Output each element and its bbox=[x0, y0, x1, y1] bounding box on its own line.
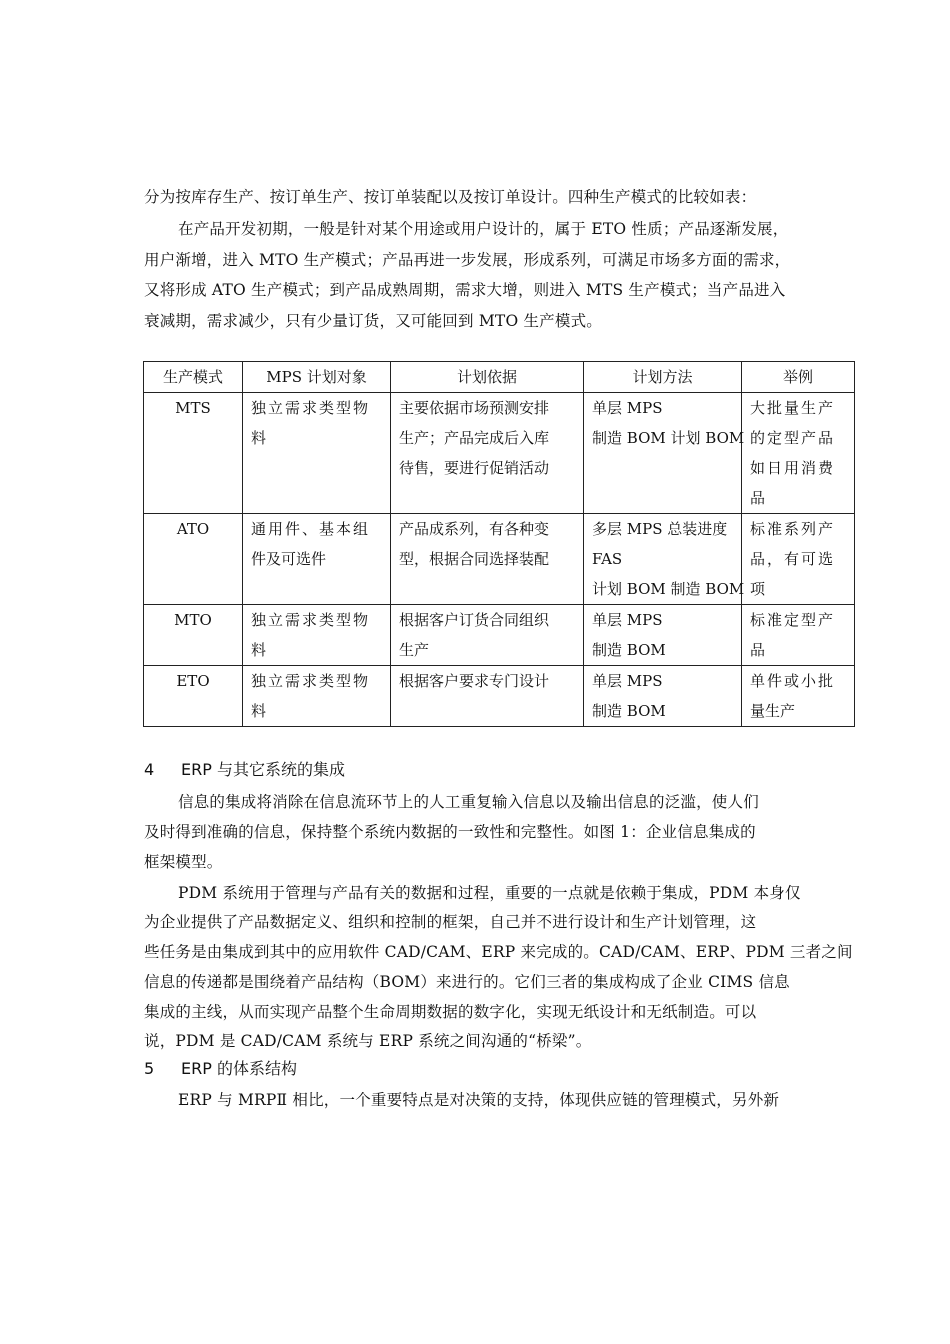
intro-para-line: 又将形成 ATO 生产模式；到产品成熟周期，需求大增，则进入 MTS 生产模式；当产品进入 bbox=[144, 281, 786, 299]
section-title: ERP 的体系结构 bbox=[181, 1059, 297, 1078]
paragraph-line: 信息的传递都是围绕着产品结构（BOM）来进行的。它们三者的集成构成了企业 CIMS 信息 bbox=[144, 973, 790, 991]
cell-method: 单层 MPS 制造 BOM bbox=[584, 605, 742, 666]
cell-method: 多层 MPS 总装进度 FAS 计划 BOM 制造 BOM bbox=[584, 514, 742, 605]
cell-object: 独立需求类型物 料 bbox=[243, 605, 391, 666]
cell-object: 独立需求类型物 料 bbox=[243, 666, 391, 727]
intro-para-line: 在产品开发初期，一般是针对某个用途或用户设计的，属于 ETO 性质；产品逐渐发展， bbox=[178, 220, 789, 238]
paragraph-line: 些任务是由集成到其中的应用软件 CAD/CAM、ERP 来完成的。CAD/CAM、ERP、PDM 三者之间 bbox=[144, 943, 853, 961]
cell-basis: 主要依据市场预测安排 生产；产品完成后入库 待售，要进行促销活动 bbox=[391, 393, 584, 514]
intro-para-line: 衰减期，需求减少，只有少量订货，又可能回到 MTO 生产模式。 bbox=[144, 312, 602, 330]
section-title: ERP 与其它系统的集成 bbox=[181, 760, 345, 779]
table-row bbox=[144, 666, 855, 727]
cell-basis: 根据客户订货合同组织 生产 bbox=[391, 605, 584, 666]
header-example: 举例 bbox=[742, 362, 855, 393]
cell-mode: MTO bbox=[144, 605, 243, 666]
cell-example: 大批量生产 的定型产品 如日用消费 品 bbox=[742, 393, 855, 514]
intro-line: 分为按库存生产、按订单生产、按订单装配以及按订单设计。四种生产模式的比较如表： bbox=[144, 188, 757, 206]
paragraph-line: ERP 与 MRPⅡ 相比，一个重要特点是对决策的支持，体现供应链的管理模式，另外新 bbox=[178, 1091, 780, 1109]
cell-object: 独立需求类型物 料 bbox=[243, 393, 391, 514]
cell-basis: 根据客户要求专门设计 bbox=[391, 666, 584, 727]
table-row bbox=[144, 514, 855, 605]
section-heading bbox=[144, 1059, 297, 1079]
paragraph-line: 说，PDM 是 CAD/CAM 系统与 ERP 系统之间沟通的“桥梁”。 bbox=[144, 1032, 592, 1050]
header-mode: 生产模式 bbox=[144, 362, 243, 393]
cell-example: 标准系列产 品，有可选 项 bbox=[742, 514, 855, 605]
section-number: 4 bbox=[144, 760, 155, 779]
table-row bbox=[144, 393, 855, 514]
cell-mode: MTS bbox=[144, 393, 243, 514]
table-row bbox=[144, 605, 855, 666]
header-basis: 计划依据 bbox=[391, 362, 584, 393]
cell-method: 单层 MPS 制造 BOM 计划 BOM bbox=[584, 393, 742, 514]
section-number: 5 bbox=[144, 1059, 155, 1078]
paragraph-line: 集成的主线，从而实现产品整个生命周期数据的数字化，实现无纸设计和无纸制造。可以 bbox=[144, 1003, 757, 1021]
cell-object: 通用件、基本组 件及可选件 bbox=[243, 514, 391, 605]
cell-mode: ETO bbox=[144, 666, 243, 727]
cell-mode: ATO bbox=[144, 514, 243, 605]
header-mps-object: MPS 计划对象 bbox=[243, 362, 391, 393]
table-header-row bbox=[144, 362, 855, 393]
cell-basis: 产品成系列，有各种变 型，根据合同选择装配 bbox=[391, 514, 584, 605]
paragraph-line: 框架模型。 bbox=[144, 853, 223, 871]
cell-example: 标准定型产 品 bbox=[742, 605, 855, 666]
paragraph-line: PDM 系统用于管理与产品有关的数据和过程，重要的一点就是依赖于集成，PDM 本身仅 bbox=[178, 884, 801, 902]
cell-example: 单件或小批 量生产 bbox=[742, 666, 855, 727]
intro-para-line: 用户渐增，进入 MTO 生产模式；产品再进一步发展，形成系列，可满足市场多方面的需求， bbox=[144, 251, 791, 269]
paragraph-line: 信息的集成将消除在信息流环节上的人工重复输入信息以及输出信息的泛滥，使人们 bbox=[178, 793, 759, 811]
cell-method: 单层 MPS 制造 BOM bbox=[584, 666, 742, 727]
section-heading bbox=[144, 760, 345, 780]
paragraph-line: 及时得到准确的信息，保持整个系统内数据的一致性和完整性。如图 1：企业信息集成的 bbox=[144, 823, 756, 841]
paragraph-line: 为企业提供了产品数据定义、组织和控制的框架，自己并不进行设计和生产计划管理，这 bbox=[144, 913, 757, 931]
production-mode-table bbox=[143, 361, 855, 727]
header-method: 计划方法 bbox=[584, 362, 742, 393]
